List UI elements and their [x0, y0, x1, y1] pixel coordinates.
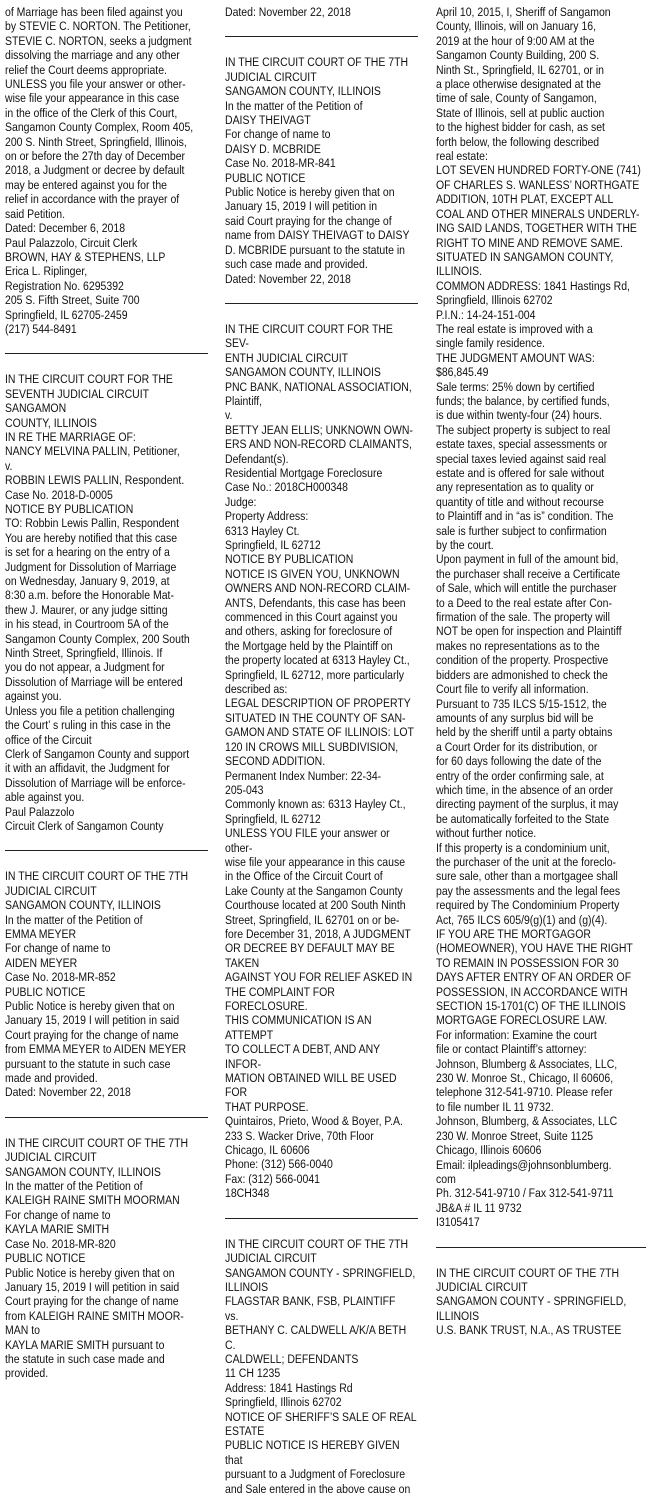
notice-text: of Marriage has been filed against you by STEVIE C. NORTON. The Petitioner, STEVIE C. NORTON, seeks a judgment dissolving the marriage and any other relief the Court deems appropriate. UNLESS you file your answer or other- wise file your appearance in this case in the office of the Clerk of this Court, Sangamon County Complex, Room 405, 200 S. Ninth Street, Springfield, Illinois, on or before the 27th day of December 2018, a Judgment or decree by default may be entered against you for the relief in accordance with the prayer of said Petition. Dated: December 6, 2018 Paul Palazzolo, Circuit Clerk BROWN, HAY & STEPHENS, LLP Erica L. Riplinger, Registration No. 6295392 205 S. Fifth Street, Suite 700 Springfield, IL 62705-2459 (217) 544-8491: [5, 5, 194, 336]
notice-sheriff-sale-flagstar: [225, 1237, 418, 1496]
notice-dissolution-norton: [5, 5, 208, 336]
column-2: [225, 5, 418, 1496]
divider: [5, 1117, 208, 1118]
notice-marriage-pallin: [5, 372, 208, 833]
notice-text: IN THE CIRCUIT COURT FOR THE SEVENTH JUDICIAL CIRCUIT SANGAMON COUNTY, ILLINOIS IN RE THE MARRIAGE OF: NANCY MELVINA PALLIN, Petitioner, v. ROBBIN LEWIS PALLIN, Respondent. Case No. 2018-D-0005 NOTICE BY PUBLICATION TO: Robbin Lewis Pallin, Respondent You are hereby notified that this case is set for a hearing on the entry of a Judgment for Dissolution of Marriage on Wednesday, January 9, 2019, at 8:30 a.m. before the Honorable Mat- thew J. Maurer, or any judge sitting in his stead, in Courtroom 5A of the Sangamon County Complex, 200 South Ninth Street, Springfield, Illinois. If you do not appear, a Judgment for Dissolution of Marriage will be entered against you. Unless you file a petition challenging the Court’ s ruling in this case in the office of the Circuit Clerk of Sangamon County and support it with an affidavit, the Judgment for Dissolution of Marriage will be enforce- able against you. Paul Palazzolo Circuit Clerk of Sangamon County: [5, 372, 190, 833]
divider: [225, 1218, 418, 1219]
notice-name-change-meyer: [5, 869, 208, 1100]
notice-sheriff-sale-continuation: [436, 5, 646, 1230]
divider: [225, 303, 418, 304]
column-3: [436, 5, 646, 1341]
notice-name-change-moorman: [5, 1136, 208, 1381]
notice-text: IN THE CIRCUIT COURT OF THE 7TH JUDICIAL CIRCUIT SANGAMON COUNTY - SPRINGFIELD, ILLINOIS FLAGSTAR BANK, FSB, PLAINTIFF vs. BETHANY C. CALDWELL A/K/A BETH C. CALDWELL; DEFENDANTS 11 CH 1235 Address: 1841 Hastings Rd Springfield, Illinois 62702 NOTICE OF SHERIFF’S SALE OF REAL ESTATE PUBLIC NOTICE IS HEREBY GIVEN that pursuant to a Judgment of Foreclosure and Sale entered in the above cause on: [225, 1236, 417, 1496]
notice-dated-continuation: [225, 5, 418, 19]
notice-text: IN THE CIRCUIT COURT OF THE 7TH JUDICIAL CIRCUIT SANGAMON COUNTY - SPRINGFIELD, ILLINOIS U.S. BANK TRUST, N.A., AS TRUSTEE: [436, 1265, 627, 1338]
notice-text: IN THE CIRCUIT COURT OF THE 7TH JUDICIAL CIRCUIT SANGAMON COUNTY, ILLINOIS In the matter of the Petition of DAISY THEIVAGT For change of name to DAISY D. MCBRIDE Case No. 2018-MR-841 PUBLIC NOTICE Public Notice is hereby given that on January 15, 2019 I will petition in said Court praying for the change of name from DAISY THEIVAGT to DAISY D. MCBRIDE pursuant to the statute in such case made and provided. Dated: November 22, 2018: [225, 55, 410, 286]
notice-text: IN THE CIRCUIT COURT OF THE 7TH JUDICIAL CIRCUIT SANGAMON COUNTY, ILLINOIS In the matter of the Petition of KALEIGH RAINE SMITH MOORMAN For change of name to KAYLA MARIE SMITH Case No. 2018-MR-820 PUBLIC NOTICE Public Notice is hereby given that on January 15, 2019 I will petition in said Court praying for the change of name from KALEIGH RAINE SMITH MOOR- MAN to KAYLA MARIE SMITH pursuant to the statute in such case made and provided.: [5, 1135, 189, 1381]
divider: [225, 36, 418, 37]
notice-us-bank-trust: [436, 1266, 646, 1338]
notice-text: IN THE CIRCUIT COURT FOR THE SEV- ENTH JUDICIAL CIRCUIT SANGAMON COUNTY, ILLINOIS PNC BANK, NATIONAL ASSOCIATION, Plaintiff, v. BETTY JEAN ELLIS; UNKNOWN OWN- ERS AND NON-RECORD CLAIMANTS, Defendant(s). Residential Mortgage Foreclosure Case No.: 2018CH000348 Judge: Property Address: 6313 Hayley Ct. Springfield, IL 62712 NOTICE BY PUBLICATION NOTICE IS GIVEN YOU, UNKNOWN OWNERS AND NON-RECORD CLAIM- ANTS, Defendants, this case has been commenced in this Court against you and others, asking for foreclosure of the Mortgage held by the Plaintiff on the property located at 6313 Hayley Ct., Springfield, IL 62712, more particularly described as: LEGAL DESCRIPTION OF PROPERTY SITUATED IN THE COUNTY OF SAN- GAMON AND STATE OF ILLINOIS: LOT 120 IN CROWS MILL SUBDIVISION, SECOND ADDITION. Permanent Index Number: 22-34- 205-043 Commonly known as: 6313 Hayley Ct., Springfield, IL 62712 UNLESS YOU FILE your answer or other- wise file your appearance in this cause in the Office of the Circuit Court of Lake County at the Sangamon County Courthouse located at 200 South Ninth Street, Springfield, IL 62701 on or be- fore December 31, 2018, A JUDGMENT OR DECREE BY DEFAULT MAY BE TAKEN AGAINST YOU FOR RELIEF ASKED IN THE COMPLAINT FOR FORECLOSURE. THIS COMMUNICATION IS AN ATTEMPT TO COLLECT A DEBT, AND ANY INFOR- MATION OBTAINED WILL BE USED FOR THAT PURPOSE. Quintairos, Prieto, Wood & Boyer, P.A. 233 S. Wacker Drive, 70th Floor Chicago, IL 60606 Phone: (312) 566-0040 Fax: (312) 566-0041 18CH348: [225, 321, 414, 1201]
notice-text: Dated: November 22, 2018: [225, 5, 351, 19]
notice-name-change-theivagt: [225, 55, 418, 286]
column-1: [5, 5, 208, 1381]
divider: [436, 1247, 646, 1248]
divider: [5, 850, 208, 851]
notice-text: IN THE CIRCUIT COURT OF THE 7TH JUDICIAL CIRCUIT SANGAMON COUNTY, ILLINOIS In the matter of the Petition of EMMA MEYER For change of name to AIDEN MEYER Case No. 2018-MR-852 PUBLIC NOTICE Public Notice is hereby given that on January 15, 2019 I will petition in said Court praying for the change of name from EMMA MEYER to AIDEN MEYER pursuant to the statute in such case made and provided. Dated: November 22, 2018: [5, 869, 189, 1100]
notice-foreclosure-pnc: [225, 322, 418, 1201]
notice-text: April 10, 2015, I, Sheriff of Sangamon County, Illinois, will on January 16, 2019 at the hour of 9:00 AM at the Sangamon County Building, 200 S. Ninth St., Springfield, IL 62701, or in a place otherwise designated at the time of sale, County of Sangamon, State of Illinois, sell at public auction to the highest bidder for cash, as set forth below, the following described real estate: LOT SEVEN HUNDRED FORTY-ONE (741) OF CHARLES S. WANLESS’ NORTHGATE ADDITION, 10TH PLAT, EXCEPT ALL COAL AND OTHER MINERALS UNDERLY- ING SAID LANDS, TOGETHER WITH THE RIGHT TO MINE AND REMOVE SAME. SITUATED IN SANGAMON COUNTY, ILLINOIS. COMMON ADDRESS: 1841 Hastings Rd, Springfield, Illinois 62702 P.I.N.: 14-24-151-004 The real estate is improved with a single family residence. THE JUDGMENT AMOUNT WAS: $86,845.49 Sale terms: 25% down by certified funds; the balance, by certified funds, is due within twenty-four (24) hours. The subject property is subject to real estate taxes, special assessments or special taxes levied against said real estate and is offered for sale without any representation as to quality or quantity of title and without recourse to Plaintiff and in “as is” condition. The sale is further subject to confirmation by the court. Upon payment in full of the amount bid, the purchaser shall receive a Certificate of Sale, which will entitle the purchaser to a Deed to the real estate after Con- firmation of the sale. The property will NOT be open for inspection and Plaintiff makes no representations as to the condition of the property. Prospective bidders are admonished to check the Court file to verify all information. Pursuant to 735 ILCS 5/15-1512, the amounts of any surplus bid will be held by the sheriff until a party obtains a Court Order for its distribution, or for 60 days following the date of the entry of the order confirming sale, at which time, in the absence of an order directing payment of the surplus, it may be automatically forfeited to the State without further notice. If this property is a condominium unit, the purchaser of the unit at the foreclo- sure sale, other than a mortgagee shall pay the assessments and the legal fees required by The Condominium Property Act, 765 ILCS 605/9(g)(1) and (g)(4). IF YOU ARE THE MORTGAGOR (HOMEOWNER), YOU HAVE THE RIGHT TO REMAIN IN POSSESSION FOR 30 DAYS AFTER ENTRY OF AN ORDER OF POSSESSION, IN ACCORDANCE WITH SECTION 15-1701(C) OF THE ILLINOIS MORTGAGE FORECLOSURE LAW. For information: Examine the court file or contact Plaintiff’s attorney: Johnson, Blumberg & Associates, LLC, 230 W. Monroe St., Chicago, Il 60606, telephone 312-541-9710. Please refer to file number IL 11 9732. Johnson, Blumberg, & Associates, LLC 230 W. Monroe Street, Suite 1125 Chicago, Illinois 60606 Email: ilpleadings@johnsonblumberg. com Ph. 312-541-9710 / Fax 312-541-9711 JB&A # IL 11 9732 I3105417: [436, 5, 641, 1230]
divider: [5, 353, 208, 354]
